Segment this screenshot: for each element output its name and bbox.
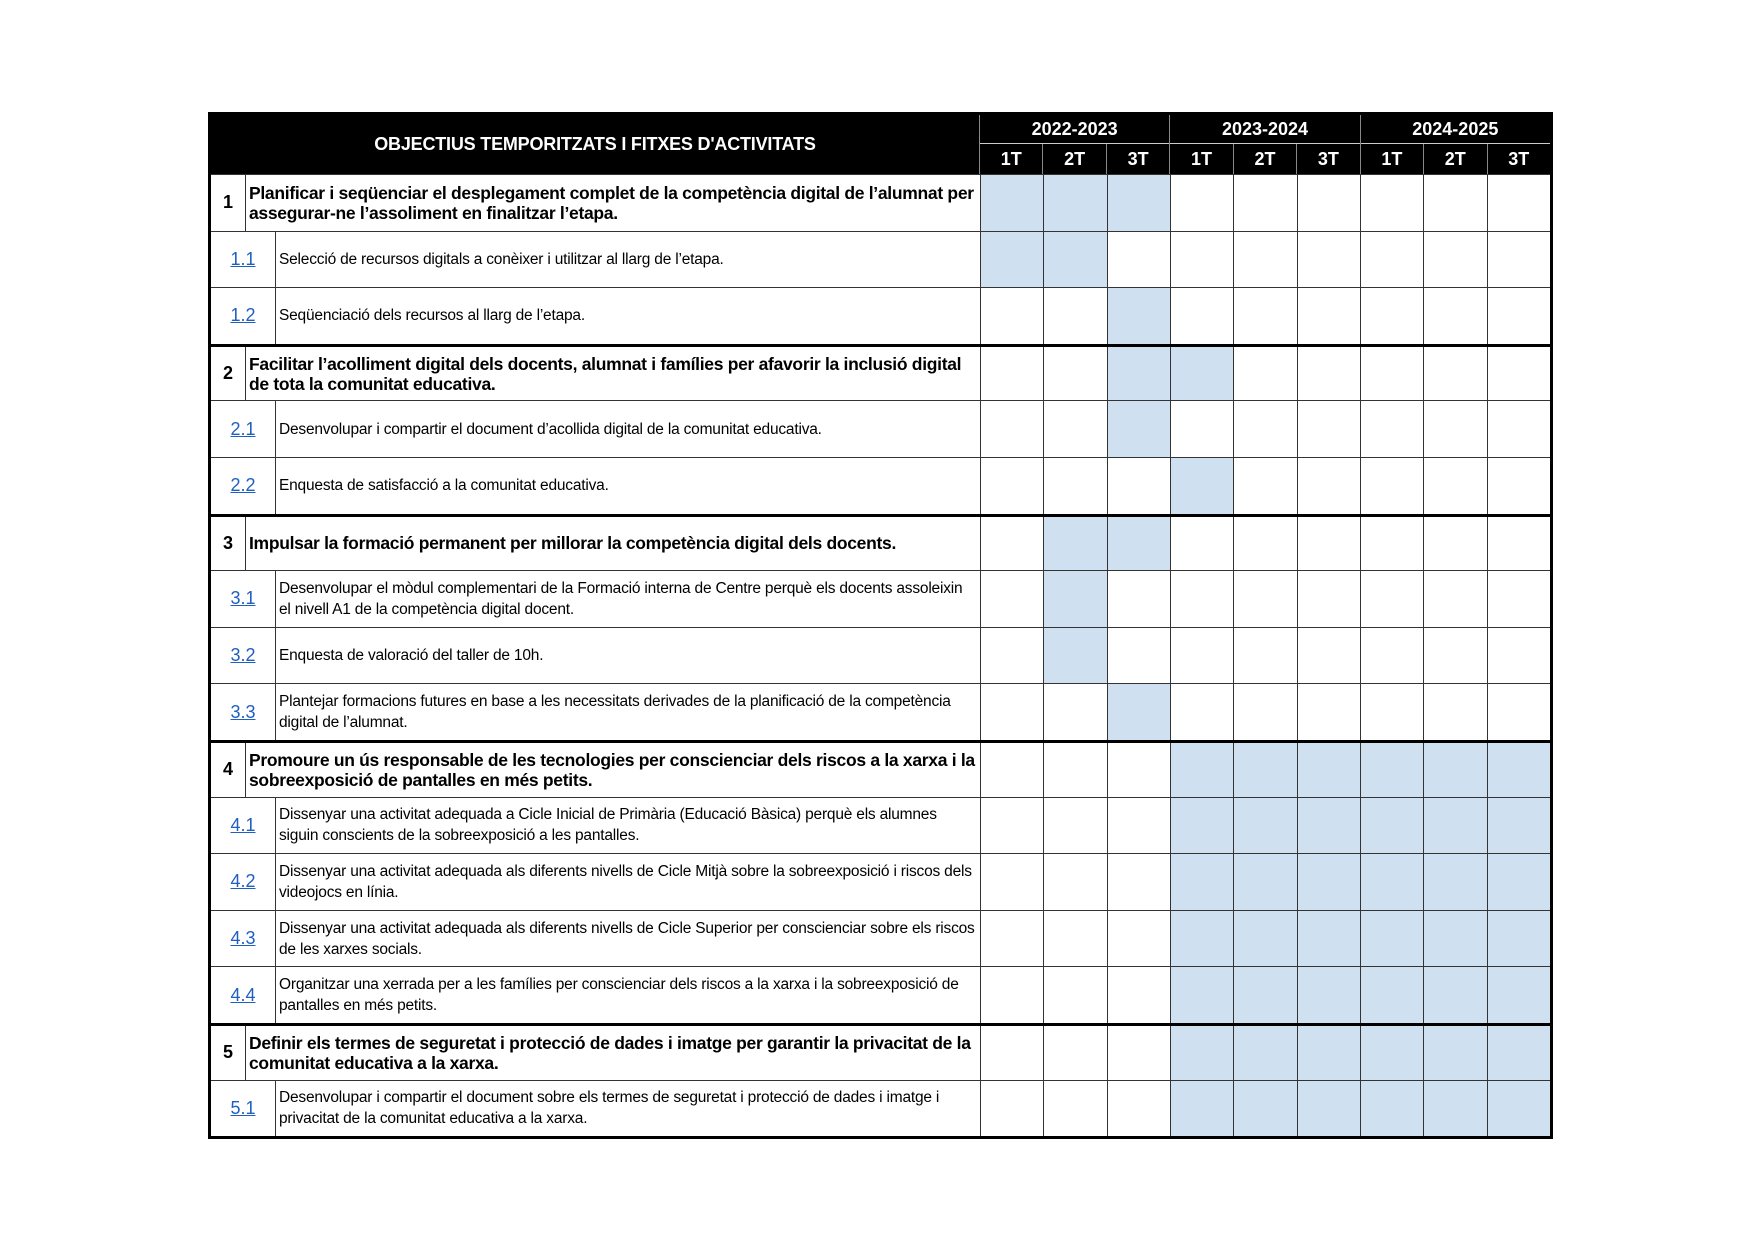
empty-term-cell: [1487, 288, 1550, 344]
empty-term-cell: [980, 1081, 1043, 1137]
empty-term-cell: [1233, 175, 1296, 231]
term-label: 1T: [1000, 148, 1022, 169]
activity-text: Selecció de recursos digitals a conèixer i utilitzar al llarg de l’etapa.: [279, 250, 724, 268]
empty-term-cell: [980, 911, 1043, 967]
empty-term-cell: [980, 517, 1043, 571]
activity-text: Organitzar una xerrada per a les famílies per conscienciar dels riscos a la xarxa i la sobreexposició de pantalles en més petits.: [279, 976, 959, 1015]
empty-term-cell: [1360, 288, 1423, 344]
empty-term-cell: [1043, 743, 1106, 797]
empty-term-cell: [980, 1026, 1043, 1080]
term-label: 1T: [1381, 148, 1403, 169]
empty-term-cell: [1233, 288, 1296, 344]
activity-text: Plantejar formacions futures en base a les necessitats derivades de la planificació de la competència digital de l’alumnat.: [279, 693, 951, 732]
scheduled-term-cell: [1170, 967, 1233, 1023]
scheduled-term-cell: [1297, 743, 1360, 797]
scheduled-term-cell: [1360, 967, 1423, 1023]
scheduled-term-cell: [1487, 743, 1550, 797]
empty-term-cell: [1170, 628, 1233, 684]
empty-term-cell: [1360, 517, 1423, 571]
activity-number-cell: [211, 571, 276, 627]
term-label: 3T: [1296, 144, 1359, 174]
activity-row: [211, 400, 1550, 457]
empty-term-cell: [1487, 458, 1550, 514]
objective-text: Definir els termes de seguretat i protecció de dades i imatge per garantir la privacitat de la comunitat educativa a la xarxa.: [249, 1032, 971, 1073]
term-cells: [980, 288, 1550, 344]
scheduled-term-cell: [1297, 1026, 1360, 1080]
empty-term-cell: [1233, 517, 1296, 571]
scheduled-term-cell: [1043, 571, 1106, 627]
term-label: 1T: [1191, 148, 1213, 169]
empty-term-cell: [1107, 743, 1170, 797]
scheduled-term-cell: [1487, 967, 1550, 1023]
empty-term-cell: [1423, 232, 1486, 288]
empty-term-cell: [980, 798, 1043, 854]
activity-row: [211, 683, 1550, 740]
activity-number-cell: [211, 684, 276, 740]
empty-term-cell: [1360, 628, 1423, 684]
year-column: [979, 115, 1169, 174]
activity-link[interactable]: 2.2: [230, 475, 256, 496]
activity-text: Desenvolupar i compartir el document d’acollida digital de la comunitat educativa.: [279, 420, 822, 438]
scheduled-term-cell: [1043, 175, 1106, 231]
term-cells: [980, 1026, 1550, 1080]
empty-term-cell: [1107, 967, 1170, 1023]
scheduled-term-cell: [1233, 798, 1296, 854]
objective-text: Planificar i seqüenciar el desplegament complet de la competència digital de l’alumnat per assegurar-ne l’assoliment en finalitzar l’etapa.: [249, 182, 974, 223]
empty-term-cell: [1043, 458, 1106, 514]
empty-term-cell: [1360, 232, 1423, 288]
scheduled-term-cell: [1170, 911, 1233, 967]
empty-term-cell: [1043, 854, 1106, 910]
scheduled-term-cell: [1107, 175, 1170, 231]
empty-term-cell: [1297, 571, 1360, 627]
empty-term-cell: [1423, 401, 1486, 457]
scheduled-term-cell: [1487, 1081, 1550, 1137]
empty-term-cell: [1423, 628, 1486, 684]
empty-term-cell: [980, 684, 1043, 740]
term-cells: [980, 798, 1550, 854]
objective-number: 1: [211, 175, 246, 231]
objective-row: [211, 740, 1550, 797]
activity-row: [211, 457, 1550, 514]
empty-term-cell: [1297, 401, 1360, 457]
activity-link[interactable]: 2.1: [230, 418, 256, 439]
activity-number-cell: [211, 232, 276, 288]
scheduled-term-cell: [980, 175, 1043, 231]
empty-term-cell: [1170, 288, 1233, 344]
term-cells: [980, 684, 1550, 740]
term-label: 2T: [1042, 144, 1105, 174]
empty-term-cell: [1487, 684, 1550, 740]
empty-term-cell: [1423, 347, 1486, 401]
activity-text: Dissenyar una activitat adequada a Cicle Inicial de Primària (Educació Bàsica) perquè els alumnes siguin conscients de la sobreexposició a les pantalles.: [279, 806, 937, 845]
empty-term-cell: [1487, 628, 1550, 684]
empty-term-cell: [1107, 1026, 1170, 1080]
scheduled-term-cell: [1107, 347, 1170, 401]
objective-number: 4: [211, 743, 246, 797]
year-columns: [979, 115, 1550, 174]
scheduled-term-cell: [1043, 628, 1106, 684]
objective-number: 2: [211, 347, 246, 401]
activity-number-cell: [211, 967, 276, 1023]
scheduled-term-cell: [1360, 1081, 1423, 1137]
activity-text: Enquesta de valoració del taller de 10h.: [279, 647, 544, 665]
empty-term-cell: [1423, 288, 1486, 344]
scheduled-term-cell: [1487, 1026, 1550, 1080]
activity-row: [211, 231, 1550, 288]
activity-row: [211, 570, 1550, 627]
scheduled-term-cell: [1487, 798, 1550, 854]
empty-term-cell: [1107, 854, 1170, 910]
activity-text: Desenvolupar el mòdul complementari de la Formació interna de Centre perquè els docents assoleixin el nivell A1 de la competència digital docent.: [279, 579, 963, 618]
activity-number-cell: [211, 1081, 276, 1137]
scheduled-term-cell: [1107, 401, 1170, 457]
scheduled-term-cell: [1170, 458, 1233, 514]
scheduled-term-cell: [1360, 798, 1423, 854]
scheduled-term-cell: [1423, 798, 1486, 854]
empty-term-cell: [1297, 458, 1360, 514]
term-row: [1361, 144, 1550, 174]
empty-term-cell: [1360, 347, 1423, 401]
objective-row: [211, 1023, 1550, 1080]
empty-term-cell: [1170, 232, 1233, 288]
empty-term-cell: [1043, 798, 1106, 854]
empty-term-cell: [1233, 232, 1296, 288]
empty-term-cell: [1423, 517, 1486, 571]
empty-term-cell: [1360, 175, 1423, 231]
objective-text: Impulsar la formació permanent per millorar la competència digital dels docents.: [249, 533, 897, 554]
term-label: 2T: [1233, 144, 1296, 174]
objective-number: 3: [211, 517, 246, 571]
activity-link[interactable]: 4.4: [230, 984, 256, 1005]
activity-number-cell: [211, 911, 276, 967]
term-cells: [980, 1081, 1550, 1137]
empty-term-cell: [1487, 232, 1550, 288]
activity-link[interactable]: 3.2: [230, 645, 256, 666]
empty-term-cell: [980, 347, 1043, 401]
activity-row: [211, 287, 1550, 344]
term-cells: [980, 232, 1550, 288]
empty-term-cell: [1043, 1081, 1106, 1137]
empty-term-cell: [1360, 401, 1423, 457]
activity-number-cell: [211, 798, 276, 854]
empty-term-cell: [1487, 571, 1550, 627]
empty-term-cell: [1487, 401, 1550, 457]
term-cells: [980, 401, 1550, 457]
scheduled-term-cell: [1170, 1081, 1233, 1137]
scheduled-term-cell: [1107, 684, 1170, 740]
scheduled-term-cell: [1360, 1026, 1423, 1080]
activity-link[interactable]: 4.3: [230, 928, 256, 949]
scheduled-term-cell: [1043, 517, 1106, 571]
scheduled-term-cell: [1423, 911, 1486, 967]
activity-number-cell: [211, 401, 276, 457]
empty-term-cell: [1233, 628, 1296, 684]
empty-term-cell: [1297, 175, 1360, 231]
activity-link[interactable]: 1.2: [230, 305, 256, 326]
activity-text: Desenvolupar i compartir el document sobre els termes de seguretat i protecció de dades i imatge i privacitat de la comunitat educativa a la xarxa.: [279, 1089, 940, 1128]
year-column: [1169, 115, 1359, 174]
empty-term-cell: [1043, 401, 1106, 457]
term-cells: [980, 854, 1550, 910]
empty-term-cell: [1107, 911, 1170, 967]
scheduled-term-cell: [980, 232, 1043, 288]
empty-term-cell: [980, 458, 1043, 514]
empty-term-cell: [980, 743, 1043, 797]
empty-term-cell: [980, 571, 1043, 627]
activity-number-cell: [211, 854, 276, 910]
empty-term-cell: [1360, 458, 1423, 514]
empty-term-cell: [1233, 571, 1296, 627]
empty-term-cell: [980, 288, 1043, 344]
empty-term-cell: [1233, 458, 1296, 514]
term-row: [1170, 144, 1359, 174]
scheduled-term-cell: [1297, 967, 1360, 1023]
empty-term-cell: [1043, 684, 1106, 740]
activity-row: [211, 1080, 1550, 1137]
empty-term-cell: [1423, 684, 1486, 740]
scheduled-term-cell: [1297, 798, 1360, 854]
scheduled-term-cell: [1423, 1081, 1486, 1137]
scheduled-term-cell: [1360, 911, 1423, 967]
activity-text: Dissenyar una activitat adequada als diferents nivells de Cicle Mitjà sobre la sobreexposició i riscos dels videojocs en línia.: [279, 862, 972, 901]
scheduled-term-cell: [1170, 743, 1233, 797]
scheduled-term-cell: [1423, 967, 1486, 1023]
term-cells: [980, 458, 1550, 514]
empty-term-cell: [1360, 684, 1423, 740]
empty-term-cell: [1170, 684, 1233, 740]
year-label: 2022-2023: [980, 115, 1169, 144]
term-cells: [980, 517, 1550, 571]
empty-term-cell: [1360, 571, 1423, 627]
scheduled-term-cell: [1487, 911, 1550, 967]
scheduled-term-cell: [1233, 911, 1296, 967]
empty-term-cell: [1487, 175, 1550, 231]
year-column: [1360, 115, 1550, 174]
activity-link[interactable]: 5.1: [230, 1097, 256, 1118]
activity-link[interactable]: 4.1: [230, 814, 256, 835]
term-cells: [980, 175, 1550, 231]
empty-term-cell: [1043, 347, 1106, 401]
activity-row: [211, 627, 1550, 684]
activity-row: [211, 797, 1550, 854]
empty-term-cell: [1297, 232, 1360, 288]
empty-term-cell: [980, 854, 1043, 910]
objective-text: Facilitar l’acolliment digital dels docents, alumnat i famílies per afavorir la inclusió digital de tota la comunitat educativa.: [249, 353, 962, 394]
activity-text: Seqüenciació dels recursos al llarg de l’etapa.: [279, 307, 585, 325]
empty-term-cell: [1423, 571, 1486, 627]
empty-term-cell: [1043, 911, 1106, 967]
scheduled-term-cell: [1107, 517, 1170, 571]
empty-term-cell: [1297, 347, 1360, 401]
empty-term-cell: [1487, 517, 1550, 571]
scheduled-term-cell: [1233, 967, 1296, 1023]
scheduled-term-cell: [1423, 1026, 1486, 1080]
empty-term-cell: [1107, 458, 1170, 514]
scheduled-term-cell: [1233, 743, 1296, 797]
empty-term-cell: [1233, 684, 1296, 740]
scheduled-term-cell: [1423, 743, 1486, 797]
scheduled-term-cell: [1233, 1081, 1296, 1137]
scheduled-term-cell: [1233, 854, 1296, 910]
empty-term-cell: [1107, 798, 1170, 854]
term-label: 3T: [1106, 144, 1169, 174]
empty-term-cell: [1043, 288, 1106, 344]
objective-row: [211, 344, 1550, 401]
objective-row: [211, 174, 1550, 231]
empty-term-cell: [1170, 175, 1233, 231]
empty-term-cell: [1423, 458, 1486, 514]
objective-text: Promoure un ús responsable de les tecnologies per conscienciar dels riscos a la xarxa i la sobreexposició de pantalles en més petits.: [249, 749, 975, 790]
activity-row: [211, 966, 1550, 1023]
empty-term-cell: [1487, 347, 1550, 401]
term-label: 2T: [1423, 144, 1486, 174]
activity-link[interactable]: 1.1: [230, 248, 256, 269]
activity-link[interactable]: 3.3: [230, 701, 256, 722]
objectives-schedule-table: [208, 112, 1553, 1139]
scheduled-term-cell: [1170, 854, 1233, 910]
empty-term-cell: [1107, 232, 1170, 288]
empty-term-cell: [1170, 401, 1233, 457]
empty-term-cell: [1297, 288, 1360, 344]
empty-term-cell: [980, 628, 1043, 684]
table-header: [211, 115, 1550, 174]
term-cells: [980, 628, 1550, 684]
scheduled-term-cell: [1233, 1026, 1296, 1080]
empty-term-cell: [1170, 517, 1233, 571]
year-label: 2024-2025: [1361, 115, 1550, 144]
scheduled-term-cell: [1043, 232, 1106, 288]
activity-link[interactable]: 3.1: [230, 588, 256, 609]
empty-term-cell: [980, 401, 1043, 457]
activity-text: Dissenyar una activitat adequada als diferents nivells de Cicle Superior per conscienciar sobre els riscos de les xarxes socials.: [279, 919, 975, 958]
scheduled-term-cell: [1297, 911, 1360, 967]
term-cells: [980, 743, 1550, 797]
empty-term-cell: [1107, 571, 1170, 627]
term-cells: [980, 571, 1550, 627]
empty-term-cell: [1297, 517, 1360, 571]
term-cells: [980, 911, 1550, 967]
table-title: OBJECTIUS TEMPORITZATS I FITXES D'ACTIVITATS: [374, 134, 816, 154]
activity-number-cell: [211, 628, 276, 684]
scheduled-term-cell: [1107, 288, 1170, 344]
empty-term-cell: [1233, 401, 1296, 457]
empty-term-cell: [980, 967, 1043, 1023]
scheduled-term-cell: [1297, 854, 1360, 910]
activity-link[interactable]: 4.2: [230, 871, 256, 892]
term-label: 3T: [1487, 144, 1550, 174]
table-body: [211, 174, 1550, 1136]
empty-term-cell: [1297, 684, 1360, 740]
term-cells: [980, 967, 1550, 1023]
scheduled-term-cell: [1170, 347, 1233, 401]
scheduled-term-cell: [1423, 854, 1486, 910]
year-label: 2023-2024: [1170, 115, 1359, 144]
scheduled-term-cell: [1360, 854, 1423, 910]
empty-term-cell: [1107, 628, 1170, 684]
scheduled-term-cell: [1170, 798, 1233, 854]
scheduled-term-cell: [1487, 854, 1550, 910]
activity-number-cell: [211, 288, 276, 344]
activity-number-cell: [211, 458, 276, 514]
activity-text: Enquesta de satisfacció a la comunitat educativa.: [279, 477, 609, 495]
empty-term-cell: [1297, 628, 1360, 684]
empty-term-cell: [1170, 571, 1233, 627]
objective-number: 5: [211, 1026, 246, 1080]
empty-term-cell: [1043, 967, 1106, 1023]
scheduled-term-cell: [1360, 743, 1423, 797]
objective-row: [211, 514, 1550, 571]
scheduled-term-cell: [1170, 1026, 1233, 1080]
empty-term-cell: [1423, 175, 1486, 231]
activity-row: [211, 853, 1550, 910]
scheduled-term-cell: [1297, 1081, 1360, 1137]
activity-row: [211, 910, 1550, 967]
term-row: [980, 144, 1169, 174]
term-cells: [980, 347, 1550, 401]
empty-term-cell: [1107, 1081, 1170, 1137]
empty-term-cell: [1233, 347, 1296, 401]
empty-term-cell: [1043, 1026, 1106, 1080]
